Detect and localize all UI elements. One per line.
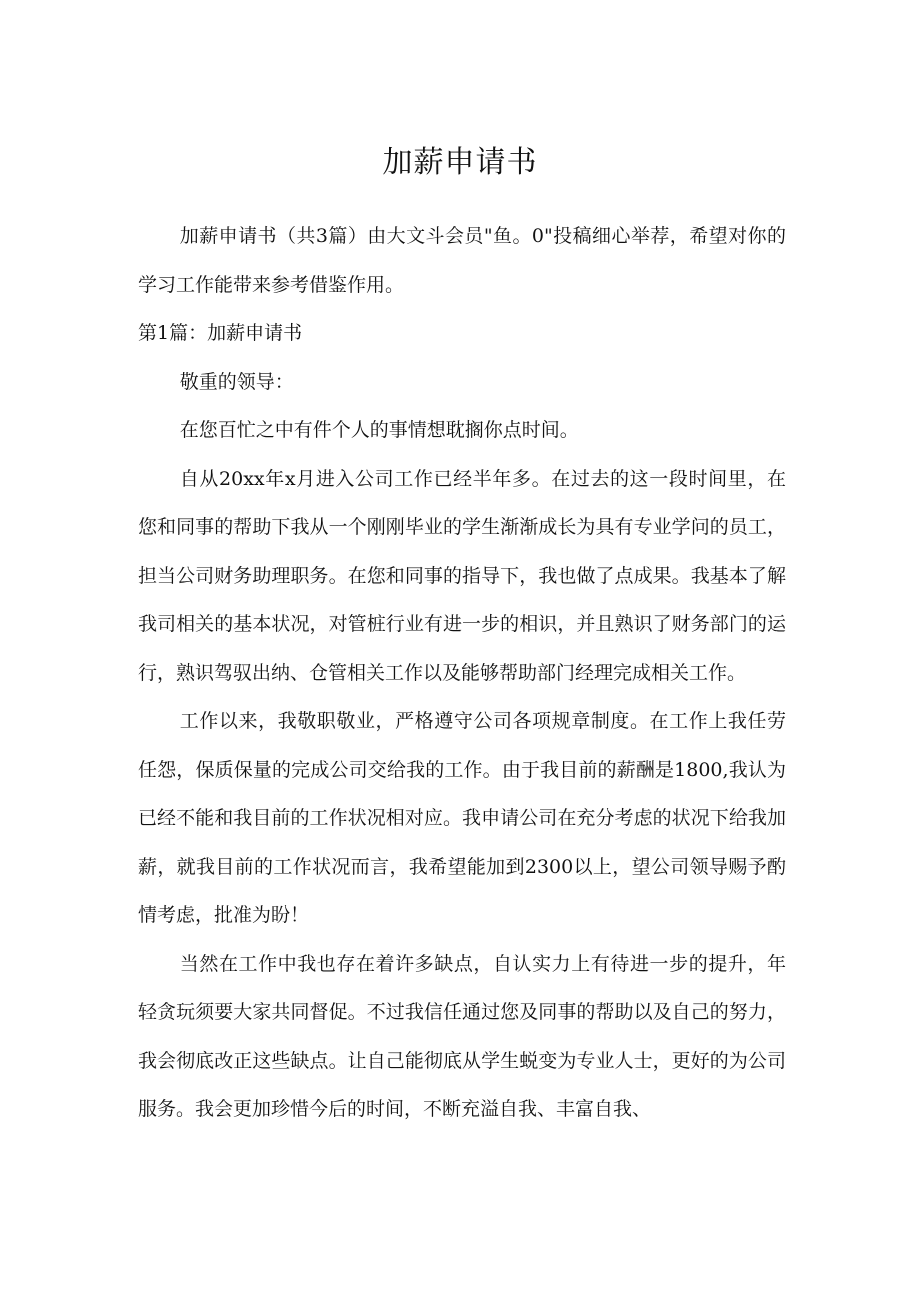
document-title: 加薪申请书	[382, 145, 538, 180]
body-paragraph: 当然在工作中我也存在着许多缺点，自认实力上有待进一步的提升，年轻贪玩须要大家共同督促。不过我信任通过您及同事的帮助以及自己的努力，我会彻底改正这些缺点。让自己能彻底从学生蜕变为专业人士，更好的为公司服务。我会更加珍惜今后的时间，不断充溢自我、丰富自我、	[138, 952, 786, 1120]
document-body	[138, 212, 786, 1134]
opening-paragraph: 在您百忙之中有件个人的事情想耽搁你点时间。	[179, 419, 579, 441]
body-paragraph: 自从20xx年x月进入公司工作已经半年多。在过去的这一段时间里，在您和同事的帮助下我从一个刚刚毕业的学生渐渐成长为具有专业学问的员工，担当公司财务助理职务。在您和同事的指导下，我也做了点成果。我基本了解我司相关的基本状况，对管桩行业有进一步的相识，并且熟识了财务部门的运行，熟识驾驭出纳、仓管相关工作以及能够帮助部门经理完成相关工作。	[138, 467, 786, 684]
body-paragraph: 工作以来，我敬职敬业，严格遵守公司各项规章制度。在工作上我任劳任怨，保质保量的完成公司交给我的工作。由于我目前的薪酬是1800,我认为已经不能和我目前的工作状况相对应。我申请公司在充分考虑的状况下给我加薪，就我目前的工作状况而言，我希望能加到2300以上，望公司领导赐予酌情考虑，批准为盼！	[138, 710, 786, 926]
section-heading: 第1篇：加薪申请书	[138, 322, 303, 344]
intro-paragraph: 加薪申请书（共3篇）由大文斗会员"鱼。0"投稿细心举荐，希望对你的学习工作能带来参考借鉴作用。	[138, 225, 786, 296]
salutation: 敬重的领导：	[179, 370, 294, 393]
